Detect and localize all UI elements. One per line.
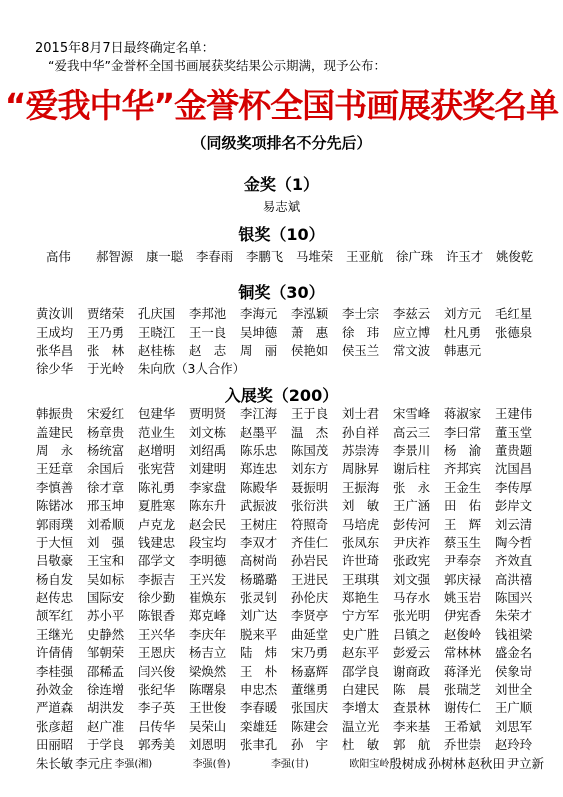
award-winner-name: 王乃勇: [87, 324, 125, 340]
award-winner-name: 杜 敏: [342, 737, 380, 753]
award-winner-name: 段宝均: [189, 534, 227, 550]
award-winner-name: 李兹云: [393, 306, 431, 322]
award-winner-name: 苏崇涛: [342, 442, 380, 458]
award-winner-name: 史广胜: [342, 626, 380, 642]
award-winner-name: 刘方元: [444, 306, 482, 322]
award-winner-name: 温立光: [342, 718, 380, 734]
award-winner-name: 徐广珠: [396, 249, 434, 264]
award-winner-name: 杨璐璐: [240, 571, 278, 587]
award-winner-name: 韩振贵: [36, 406, 74, 422]
award-winner-name: 刘世全: [495, 682, 533, 698]
award-winner-name: 康一聪: [146, 249, 184, 264]
award-winner-name: 孙岩民: [291, 553, 329, 569]
award-winner-name: 余国后: [87, 461, 125, 477]
entry-award-list: [36, 404, 546, 772]
award-winner-name: 李士宗: [342, 306, 380, 322]
award-winner-name: 陈殿华: [240, 479, 278, 495]
award-winner-name: 马存水: [393, 590, 431, 606]
award-winner-name: 栾雄廷: [240, 718, 278, 734]
award-winner-name: 刘文强: [393, 571, 431, 587]
name-row: [36, 753, 546, 771]
award-winner-name: 李明德: [189, 553, 227, 569]
award-winner-name: 伊宪香: [444, 608, 482, 624]
award-winner-name: 王广涵: [393, 498, 431, 514]
award-winner-name: 宋乃勇: [291, 645, 329, 661]
award-winner-name: 闫兴俊: [138, 663, 176, 679]
award-winner-name: 彭传河: [393, 516, 431, 532]
award-winner-name: 吕敬豪: [36, 553, 74, 569]
name-row: [36, 304, 546, 322]
award-winner-name: 宋爱红: [87, 406, 125, 422]
entry-award-heading: 入展奖（200）: [224, 386, 339, 405]
award-winner-name: 于光岭: [87, 361, 125, 377]
award-winner-name: 钱建忠: [138, 534, 176, 550]
award-winner-name: 于大恒: [36, 534, 74, 550]
page-subtitle: （同级奖项排名不分先后）: [191, 134, 372, 152]
award-winner-name: 朱向欣（3人合作）: [138, 361, 246, 377]
award-winner-name: 姚玉岩: [444, 590, 482, 606]
award-winner-name: 陶今哲: [495, 534, 533, 550]
award-winner-name: 陈 晨: [393, 682, 431, 698]
award-winner-name: 乔世崇: [444, 737, 482, 753]
name-row: [36, 698, 546, 716]
award-winner-name: 崔焕东: [189, 590, 227, 606]
award-winner-name: 张瑞芝: [444, 682, 482, 698]
award-winner-name: 王亚航: [346, 249, 384, 264]
award-winner-name: 许世琦: [342, 553, 380, 569]
award-winner-name: 蔡玉生: [444, 534, 482, 550]
award-winner-name: 苏小平: [87, 608, 125, 624]
award-winner-name: 邵稀孟: [87, 663, 125, 679]
award-winner-name: 刘希顺: [87, 516, 125, 532]
award-winner-name: 王金生: [444, 479, 482, 495]
award-winner-name: 陈国茂: [291, 442, 329, 458]
award-winner-name: 曲延堂: [291, 626, 329, 642]
award-winner-name: 刘恩明: [189, 737, 227, 753]
award-winner-name: 王 辉: [444, 516, 482, 532]
award-winner-name: 卢克龙: [138, 516, 176, 532]
bronze-award-heading: 铜奖（30）: [238, 283, 325, 302]
award-winner-name: 董继勇: [291, 682, 329, 698]
award-winner-name: 王兴发: [189, 571, 227, 587]
silver-award-heading: 银奖（10）: [238, 225, 325, 244]
award-winner-name: 王振海: [342, 479, 380, 495]
award-winner-name: 马培虎: [342, 516, 380, 532]
award-winner-name: 杨章贵: [87, 424, 125, 440]
award-winner-name: 史静然: [87, 626, 125, 642]
award-winner-name: 张德泉: [495, 324, 533, 340]
award-winner-name: 周脉昇: [342, 461, 380, 477]
award-winner-name: 包建华: [138, 406, 176, 422]
award-winner-name: 于学良: [87, 737, 125, 753]
award-winner-name: 李江海: [240, 406, 278, 422]
award-winner-name: 李贤亭: [291, 608, 329, 624]
name-row: [36, 680, 546, 698]
award-winner-name: 王世俊: [189, 700, 227, 716]
award-winner-name: 萧 惠: [291, 324, 329, 340]
award-winner-name: 郭秀美: [138, 737, 176, 753]
award-winner-name: 吴坤德: [240, 324, 278, 340]
award-winner-name: 尹立新: [506, 755, 545, 771]
award-winner-name: 高洪禧: [495, 571, 533, 587]
award-winner-name: 刘绍禹: [189, 442, 227, 458]
award-winner-name: 毛红星: [495, 306, 533, 322]
award-winner-name: 郝智源: [96, 249, 134, 264]
gold-award-name: 易志斌: [262, 199, 301, 214]
award-winner-name: 陈东升: [189, 498, 227, 514]
award-winner-name: 许倩倩: [36, 645, 74, 661]
award-winner-name: 李庆年: [189, 626, 227, 642]
award-winner-name: 韩惠元: [444, 342, 482, 358]
award-winner-name: 彭爱云: [393, 645, 431, 661]
award-winner-name: 齐佳仁: [291, 534, 329, 550]
award-winner-name: 李邦池: [189, 306, 227, 322]
award-winner-name: 李振吉: [138, 571, 176, 587]
award-winner-name: 徐才章: [87, 479, 125, 495]
name-row: [36, 514, 546, 532]
award-winner-name: 赵 志: [189, 342, 227, 358]
award-winner-name: 齐邦宾: [444, 461, 482, 477]
award-winner-name: 刘东方: [291, 461, 329, 477]
award-winner-name: 孙树林: [428, 755, 466, 771]
award-winner-name: 杨吉立: [189, 645, 227, 661]
award-winner-name: 刘 强: [87, 534, 125, 550]
award-winner-name: 邵学文: [138, 553, 176, 569]
award-winner-name: 田丽昭: [36, 737, 74, 753]
award-winner-name: 王树庄: [240, 516, 278, 532]
award-winner-name: 王广顺: [495, 700, 533, 716]
award-winner-name: 赵桂栋: [138, 342, 176, 358]
award-winner-name: 张纪华: [138, 682, 176, 698]
award-winner-name: 刘云清: [495, 516, 533, 532]
award-winner-name: 王 朴: [240, 663, 278, 679]
name-row: [36, 496, 546, 514]
award-winner-name: 殷树成: [389, 755, 427, 771]
award-winner-name: 贾绪荣: [87, 306, 125, 322]
award-winner-name: 王琪琪: [342, 571, 380, 587]
award-winner-name: 徐 玮: [342, 324, 380, 340]
award-winner-name: 齐效直: [495, 553, 533, 569]
award-winner-name: 陈礼勇: [138, 479, 176, 495]
award-winner-name: 徐少华: [36, 361, 74, 377]
name-row: [36, 606, 546, 624]
award-winner-name: 刘 敏: [342, 498, 380, 514]
award-winner-name: 李来基: [393, 718, 431, 734]
award-winner-name: 高伟: [46, 249, 71, 264]
award-winner-name: 王建伟: [495, 406, 533, 422]
award-winner-name: 严道森: [36, 700, 74, 716]
award-winner-name: 蒋淑家: [444, 406, 482, 422]
award-winner-name: 宁方军: [342, 608, 380, 624]
award-winner-name: 李曰常: [444, 424, 482, 440]
award-winner-name: 孙效金: [36, 682, 74, 698]
name-row: [36, 717, 546, 735]
award-winner-name: 盛金名: [495, 645, 533, 661]
award-winner-name: 邢玉坤: [87, 498, 125, 514]
award-winner-name: 李春雨: [196, 249, 234, 264]
award-winner-name: 张 林: [87, 342, 125, 358]
award-winner-name: 吴荣山: [189, 718, 227, 734]
award-winner-name: 贾明贤: [189, 406, 227, 422]
award-winner-name: 侯玉兰: [342, 342, 380, 358]
award-winner-name: 刘文栋: [189, 424, 227, 440]
award-winner-name: 周 丽: [240, 342, 278, 358]
award-winner-name: 武振波: [240, 498, 278, 514]
award-winner-name: 刘建明: [189, 461, 227, 477]
award-winner-name: 张 永: [393, 479, 431, 495]
intro-line: “爱我中华”金誉杯全国书画展获奖结果公示期满，现予公布：: [48, 58, 386, 73]
award-winner-name: 郑艳生: [342, 590, 380, 606]
award-winner-name: 陈建会: [291, 718, 329, 734]
award-winner-name: 张华昌: [36, 342, 74, 358]
award-winner-name: 孙 宇: [291, 737, 329, 753]
name-row: [36, 570, 546, 588]
award-winner-name: 周 永: [36, 442, 74, 458]
award-winner-name: 李强(湘): [114, 759, 153, 771]
award-winner-name: 郑连忠: [240, 461, 278, 477]
award-winner-name: 张政宪: [393, 553, 431, 569]
award-winner-name: 尹庆祚: [393, 534, 431, 550]
award-winner-name: 杨嘉辉: [291, 663, 329, 679]
name-row: [36, 441, 546, 459]
award-winner-name: 赵俊岭: [444, 626, 482, 642]
award-winner-name: 张聿孔: [240, 737, 278, 753]
award-winner-name: 田 佑: [444, 498, 482, 514]
award-winner-name: 李强(甘): [271, 759, 309, 771]
award-winner-name: 杜凡勇: [444, 324, 482, 340]
award-winner-name: 聂振明: [291, 479, 329, 495]
award-winner-name: 赵增明: [138, 442, 176, 458]
award-winner-name: 李增太: [342, 700, 380, 716]
name-row: [36, 735, 546, 753]
award-winner-name: 李桂强: [36, 663, 74, 679]
award-winner-name: 黄汝训: [36, 306, 74, 322]
award-winner-name: 李春暖: [240, 700, 278, 716]
name-row: [36, 341, 546, 359]
award-winner-name: 盖建民: [36, 424, 74, 440]
name-row: [36, 478, 546, 496]
award-winner-name: 杨自发: [36, 571, 74, 587]
award-winner-name: 郭雨璞: [36, 516, 74, 532]
award-winner-name: 王希斌: [444, 718, 482, 734]
award-winner-name: 李景川: [393, 442, 431, 458]
award-winner-name: 张凤东: [342, 534, 380, 550]
award-winner-name: 杨统富: [87, 442, 125, 458]
award-winner-name: 常文波: [393, 342, 431, 358]
award-winner-name: 国际安: [87, 590, 125, 606]
award-winner-name: 李鹏飞: [246, 249, 284, 264]
silver-award-list: [46, 247, 546, 265]
award-winner-name: 许玉才: [446, 249, 484, 264]
award-winner-name: 李家盘: [189, 479, 227, 495]
award-winner-name: 赵玲玲: [495, 737, 533, 753]
award-winner-name: 朱荣才: [495, 608, 533, 624]
award-winner-name: 范业生: [138, 424, 176, 440]
award-winner-name: 张衍洪: [291, 498, 329, 514]
award-winner-name: 张宪营: [138, 461, 176, 477]
name-row: [36, 625, 546, 643]
award-winner-name: 彭岸文: [495, 498, 533, 514]
award-winner-name: 尹奉奈: [444, 553, 482, 569]
name-row: [36, 359, 546, 377]
award-winner-name: 郑克峰: [189, 608, 227, 624]
name-row: [36, 533, 546, 551]
award-winner-name: 张灵钊: [240, 590, 278, 606]
award-winner-name: 李强(鲁): [192, 759, 231, 771]
name-row: [36, 643, 546, 661]
award-winner-name: 刘思军: [495, 718, 533, 734]
award-winner-name: 常林林: [444, 645, 482, 661]
award-winner-name: 王于良: [291, 406, 329, 422]
award-winner-name: 高云三: [393, 424, 431, 440]
award-winner-name: 应立博: [393, 324, 431, 340]
award-winner-name: 侯象岢: [495, 663, 533, 679]
award-winner-name: 温 杰: [291, 424, 329, 440]
award-winner-name: 李泓颖: [291, 306, 329, 322]
award-winner-name: 刘士君: [342, 406, 380, 422]
award-winner-name: 张国庆: [291, 700, 329, 716]
award-winner-name: 李双才: [240, 534, 278, 550]
award-winner-name: 赵传忠: [36, 590, 74, 606]
award-winner-name: 王恩庆: [138, 645, 176, 661]
award-winner-name: 蒋泽光: [444, 663, 482, 679]
award-winner-name: 申忠杰: [240, 682, 278, 698]
award-winner-name: 董贵题: [495, 442, 533, 458]
award-winner-name: 马堆荣: [296, 249, 334, 264]
award-winner-name: 孙伦庆: [291, 590, 329, 606]
award-winner-name: 符照奇: [291, 516, 329, 532]
award-winner-name: 李海元: [240, 306, 278, 322]
award-winner-name: 邹朝荣: [87, 645, 125, 661]
date-line: 2015年8月7日最终确定名单：: [35, 41, 215, 56]
award-winner-name: 赵墨平: [240, 424, 278, 440]
award-winner-name: 郭庆禄: [444, 571, 482, 587]
award-winner-name: 赵广准: [87, 718, 125, 734]
name-row: [36, 551, 546, 569]
award-winner-name: 赵会民: [189, 516, 227, 532]
award-winner-name: 孙自祥: [342, 424, 380, 440]
award-winner-name: 李子英: [138, 700, 176, 716]
award-winner-name: 陆 炜: [240, 645, 278, 661]
award-winner-name: 夏胜寒: [138, 498, 176, 514]
award-winner-name: 邵学良: [342, 663, 380, 679]
award-winner-name: 陈银香: [138, 608, 176, 624]
award-winner-name: 宋雪峰: [393, 406, 431, 422]
award-winner-name: 王兴华: [138, 626, 176, 642]
award-winner-name: 王继光: [36, 626, 74, 642]
award-winner-name: 王晓江: [138, 324, 176, 340]
award-winner-name: 张彦超: [36, 718, 74, 734]
award-winner-name: 张光明: [393, 608, 431, 624]
award-winner-name: 李元庄: [75, 755, 113, 771]
award-winner-name: 郭 航: [393, 737, 431, 753]
name-row: [36, 322, 546, 340]
award-winner-name: 谢后柱: [393, 461, 431, 477]
award-winner-name: 吕传华: [138, 718, 176, 734]
award-winner-name: 沈国昌: [495, 461, 533, 477]
award-winner-name: 王宝和: [87, 553, 125, 569]
award-winner-name: 董玉堂: [495, 424, 533, 440]
award-winner-name: 钱祖梁: [495, 626, 533, 642]
award-winner-name: 脱来平: [240, 626, 278, 642]
award-winner-name: 王进民: [291, 571, 329, 587]
award-winner-name: 白建民: [342, 682, 380, 698]
award-winner-name: 王成均: [36, 324, 74, 340]
name-row: [36, 422, 546, 440]
award-winner-name: 李慎善: [36, 479, 74, 495]
award-winner-name: 刘广达: [240, 608, 278, 624]
award-winner-name: 陈乐忠: [240, 442, 278, 458]
award-winner-name: 李传厚: [495, 479, 533, 495]
bronze-award-list: [36, 304, 546, 378]
award-winner-name: 赵东平: [342, 645, 380, 661]
award-winner-name: 吕镇之: [393, 626, 431, 642]
award-winner-name: 梁焕然: [189, 663, 227, 679]
award-winner-name: 杨 渝: [444, 442, 482, 458]
award-winner-name: 陈国兴: [495, 590, 533, 606]
name-row: [36, 661, 546, 679]
award-winner-name: 徐连增: [87, 682, 125, 698]
gold-award-heading: 金奖（1）: [243, 175, 320, 194]
award-winner-name: 孔庆国: [138, 306, 176, 322]
award-winner-name: 陈锘冰: [36, 498, 74, 514]
award-winner-name: 姚俊乾: [496, 249, 534, 264]
award-winner-name: 颉军红: [36, 608, 74, 624]
award-winner-name: 王一良: [189, 324, 227, 340]
award-winner-name: 高树尚: [240, 553, 278, 569]
award-winner-name: 查景林: [393, 700, 431, 716]
name-row: [36, 404, 546, 422]
name-row: [36, 459, 546, 477]
award-winner-name: 徐少勤: [138, 590, 176, 606]
page-title: “爱我中华”金誉杯全国书画展获奖名单: [4, 86, 559, 125]
name-row: [36, 588, 546, 606]
award-winner-name: 欧阳宝岭: [349, 759, 390, 771]
award-winner-name: 胡洪发: [87, 700, 125, 716]
award-winner-name: 侯艳如: [291, 342, 329, 358]
award-winner-name: 谢传仁: [444, 700, 482, 716]
award-winner-name: 王廷章: [36, 461, 74, 477]
award-winner-name: 谢商政: [393, 663, 431, 679]
award-winner-name: 赵秋田: [467, 755, 505, 771]
award-winner-name: 吴如标: [87, 571, 125, 587]
award-winner-name: 陈曙泉: [189, 682, 227, 698]
award-winner-name: 朱长敏: [36, 755, 74, 771]
